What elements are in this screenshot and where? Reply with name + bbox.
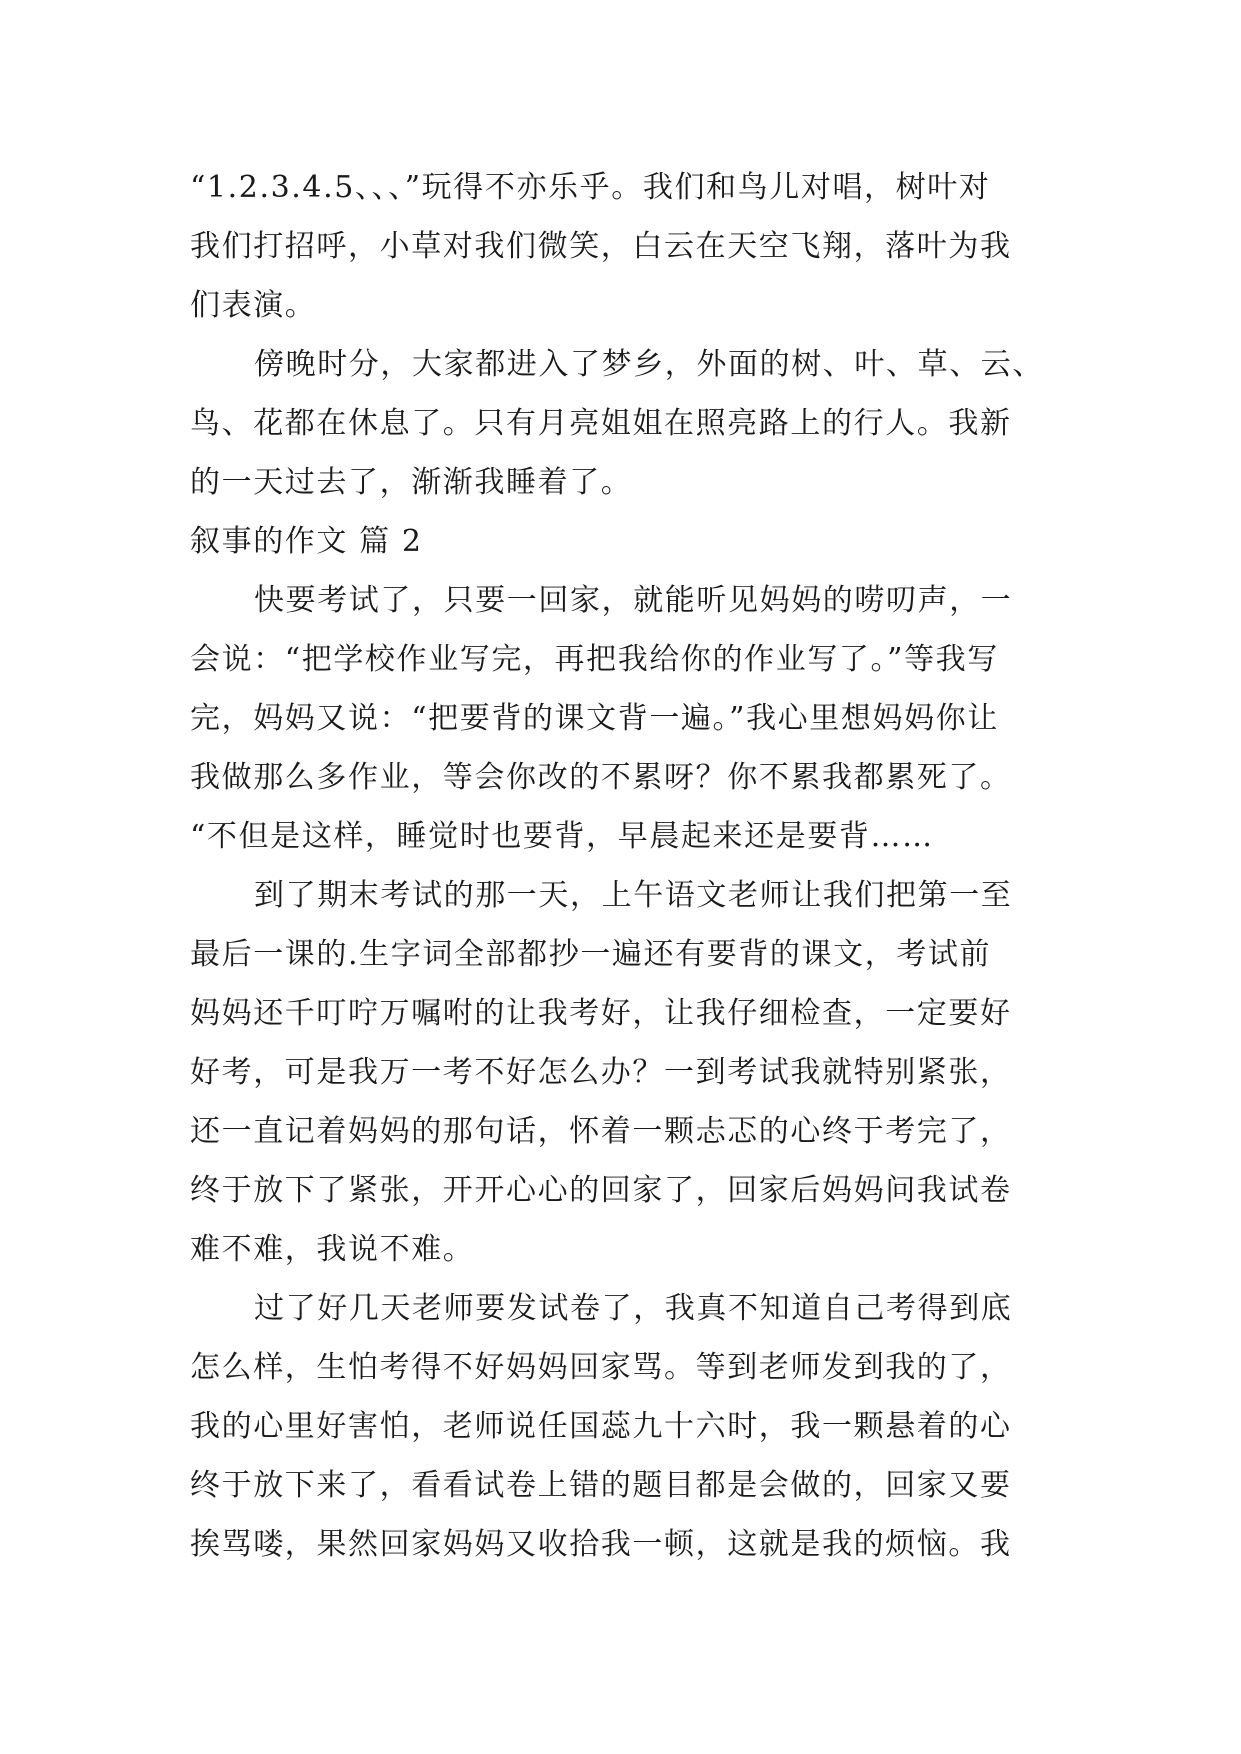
essay-text (190, 158, 1060, 1574)
text-line: 我们打招呼，小草对我们微笑，白云在天空飞翔，落叶为我 (190, 229, 1012, 264)
text-line: 到了期末考试的那一天，上午语文老师让我们把第一至 (254, 878, 1013, 913)
text-line: 们表演。 (190, 288, 317, 323)
text-line: 快要考试了，只要一回家，就能听见妈妈的唠叨声，一 (254, 583, 1013, 618)
text-line: 我做那么多作业，等会你改的不累呀？你不累我都累死了。 (190, 760, 1012, 795)
text-line: 还一直记着妈妈的那句话，怀着一颗忐忑的心终于考完了， (190, 1114, 1012, 1149)
text-line: 难不难，我说不难。 (190, 1232, 475, 1267)
text-line: 鸟、花都在休息了。只有月亮姐姐在照亮路上的行人。我新 (190, 406, 1012, 441)
text-line: 的一天过去了，渐渐我睡着了。 (190, 465, 633, 500)
text-line: 终于放下了紧张，开开心心的回家了，回家后妈妈问我试卷 (190, 1173, 1012, 1208)
section-heading: 叙事的作文 篇 2 (190, 524, 423, 559)
text-line: 最后一课的.生字词全部都抄一遍还有要背的课文，考试前 (190, 937, 992, 972)
text-line: 终于放下来了，看看试卷上错的题目都是会做的，回家又要 (190, 1468, 1012, 1503)
text-line: 我的心里好害怕，老师说任国蕊九十六时，我一颗悬着的心 (190, 1409, 1012, 1444)
text-line: 傍晚时分，大家都进入了梦乡，外面的树、叶、草、云、 (254, 347, 1044, 382)
text-line: “不但是这样，睡觉时也要背，早晨起来还是要背…… (190, 819, 934, 854)
text-line: 好考，可是我万一考不好怎么办？一到考试我就特别紧张， (190, 1055, 1012, 1090)
text-line: 会说：“把学校作业写完，再把我给你的作业写了。”等我写 (190, 642, 999, 677)
text-line: 过了好几天老师要发试卷了，我真不知道自己考得到底 (254, 1291, 1013, 1326)
text-line: 妈妈还千叮咛万嘱咐的让我考好，让我仔细检查，一定要好 (190, 996, 1012, 1031)
text-line: 挨骂喽，果然回家妈妈又收拾我一顿，这就是我的烦恼。我 (190, 1527, 1012, 1562)
text-line: “1.2.3.4.5、、、”玩得不亦乐乎。我们和鸟儿对唱，树叶对 (190, 170, 991, 205)
text-line: 怎么样，生怕考得不好妈妈回家骂。等到老师发到我的了， (190, 1350, 1012, 1385)
text-line: 完，妈妈又说：“把要背的课文背一遍。”我心里想妈妈你让 (190, 701, 999, 736)
